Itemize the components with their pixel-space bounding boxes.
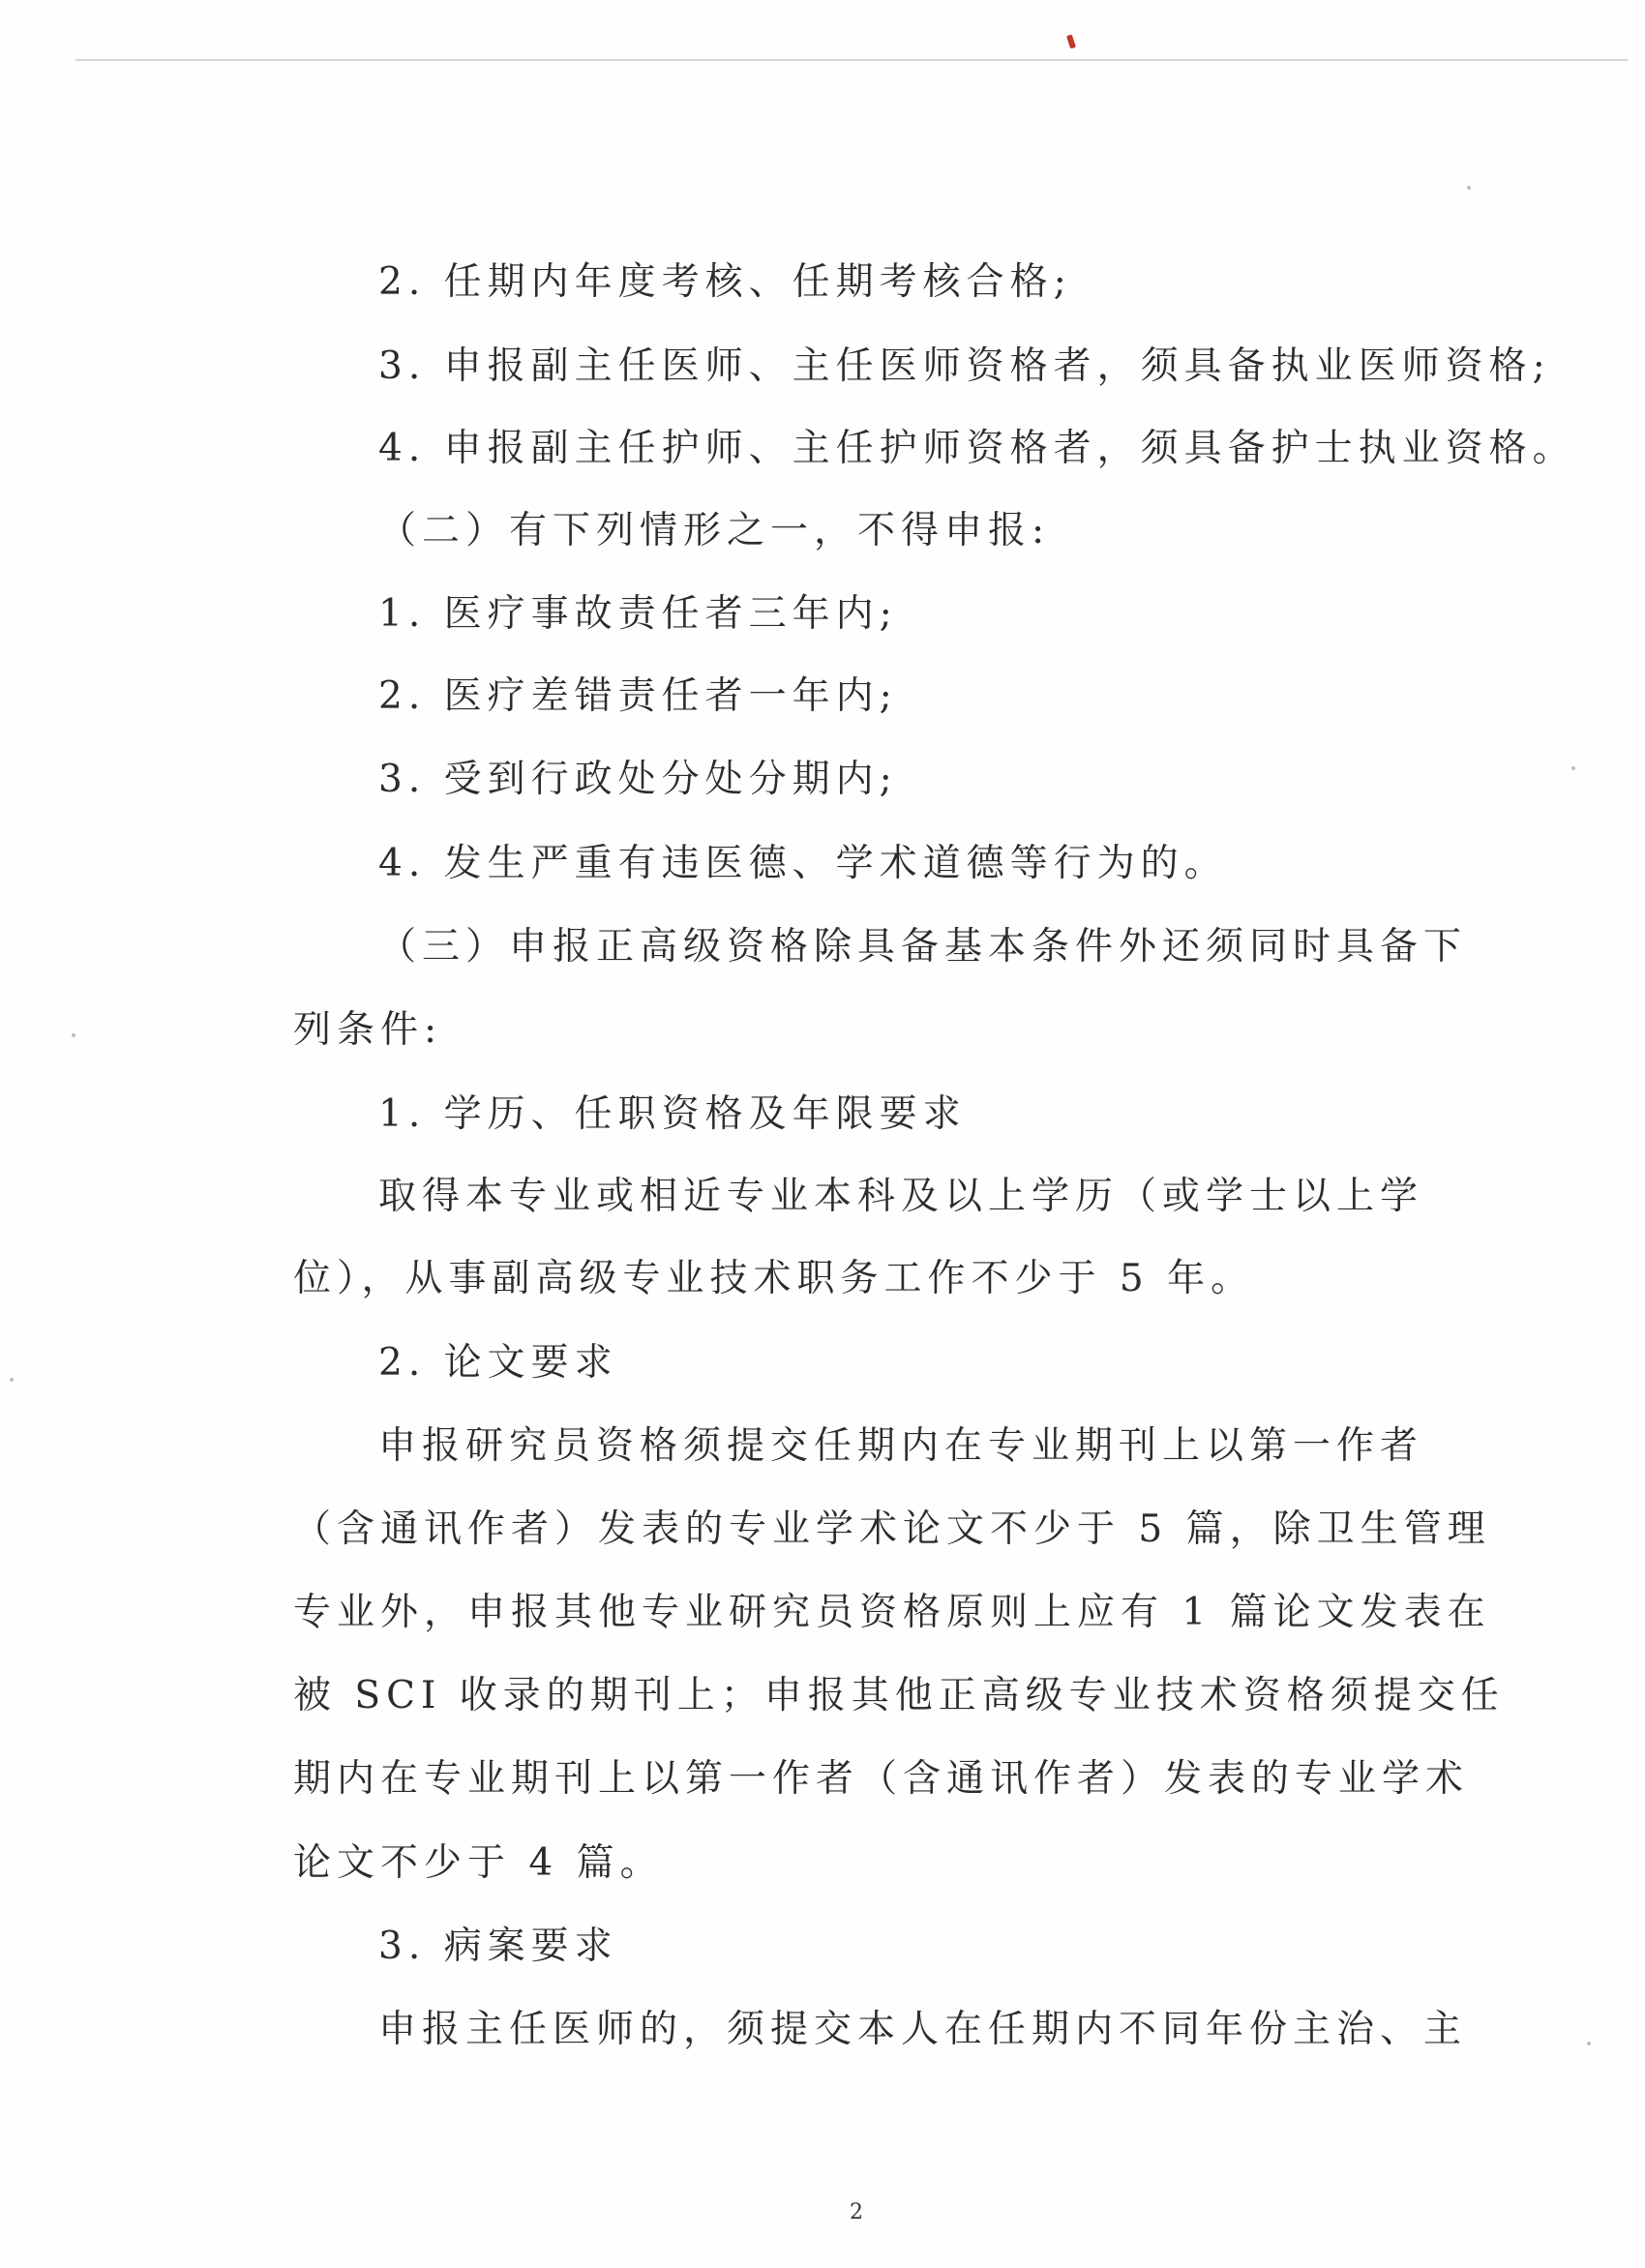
section-heading: （二）有下列情形之一，不得申报: <box>378 509 1051 552</box>
subsection-heading: 1. 学历、任职资格及年限要求 <box>378 1092 967 1136</box>
paragraph-line: 论文不少于 4 篇。 <box>293 1841 664 1885</box>
paragraph-line: 期内在专业期刊上以第一作者（含通讯作者）发表的专业学术 <box>293 1757 1470 1801</box>
scan-speck <box>1571 766 1575 770</box>
subsection-heading: 2. 论文要求 <box>378 1341 618 1385</box>
paragraph-line: 4. 发生严重有违医德、学术道德等行为的。 <box>378 842 1228 885</box>
red-ink-mark <box>1066 34 1076 48</box>
paragraph-line: 申报主任医师的，须提交本人在任期内不同年份主治、主 <box>378 2008 1468 2051</box>
paragraph-line: 位），从事副高级专业技术职务工作不少于 5 年。 <box>293 1257 1255 1300</box>
paragraph-line: 4. 申报副主任护师、主任护师资格者，须具备护士执业资格。 <box>378 427 1576 470</box>
paragraph-line: 取得本专业或相近专业本科及以上学历（或学士以上学 <box>378 1175 1424 1218</box>
paragraph-line: 申报研究员资格须提交任期内在专业期刊上以第一作者 <box>378 1424 1424 1468</box>
scan-speck <box>1467 186 1471 190</box>
page-number: 2 <box>850 2200 863 2224</box>
top-divider <box>75 59 1628 61</box>
scan-speck <box>72 1033 75 1037</box>
paragraph-line: 3. 受到行政处分处分期内; <box>378 758 898 801</box>
paragraph-line: 列条件: <box>293 1008 443 1052</box>
scan-speck <box>10 1378 14 1382</box>
paragraph-line: 2. 任期内年度考核、任期考核合格; <box>378 260 1072 304</box>
paragraph-line: （含通讯作者）发表的专业学术论文不少于 5 篇，除卫生管理 <box>293 1507 1491 1551</box>
section-heading: （三）申报正高级资格除具备基本条件外还须同时具备下 <box>378 925 1468 969</box>
subsection-heading: 3. 病案要求 <box>378 1925 618 1968</box>
scan-speck <box>1587 2042 1591 2045</box>
paragraph-line: 2. 医疗差错责任者一年内; <box>378 674 898 718</box>
paragraph-line: 3. 申报副主任医师、主任医师资格者，须具备执业医师资格; <box>378 344 1551 388</box>
paragraph-line: 被 SCI 收录的期刊上；申报其他正高级专业技术资格须提交任 <box>293 1674 1505 1717</box>
paragraph-line: 专业外，申报其他专业研究员资格原则上应有 1 篇论文发表在 <box>293 1591 1491 1634</box>
paragraph-line: 1. 医疗事故责任者三年内; <box>378 592 898 636</box>
